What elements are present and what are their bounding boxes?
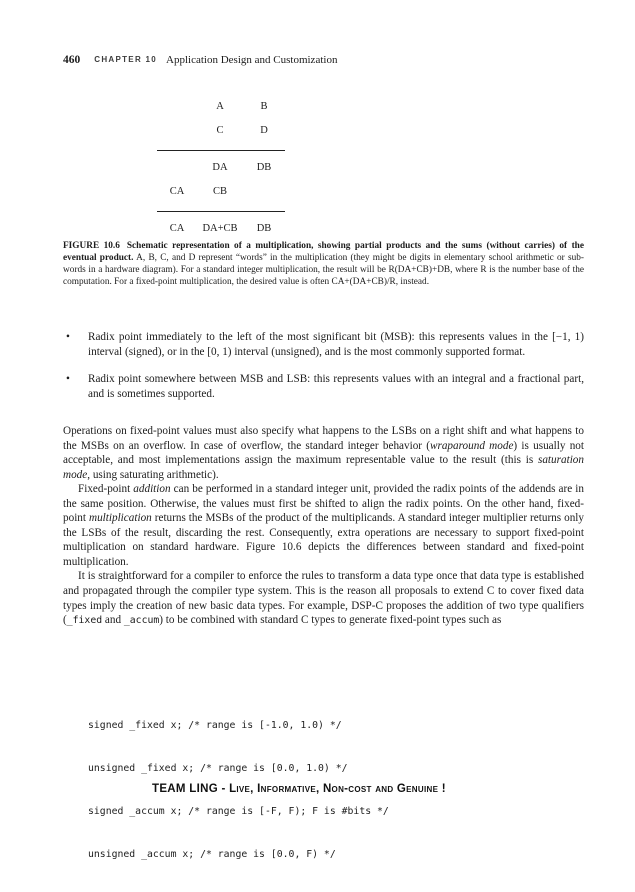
paragraph-compiler-types: It is straightforward for a compiler to enforce the rules to transform a data type once that data type is established and propagated through the compiler type system. This is the reason all proposals to extend C to cover fixed data types imply the creation of new basic data types. For example, DSP-C proposes the addition of two type qualifiers (_fixed and _accum) to be combined with standard C types to generate fixed-point types such as [63, 570, 584, 627]
bullet-list [63, 330, 584, 414]
figure-caption-text: Schematic representation of a multiplication, showing partial products and the sums (without carries) of the eventual product. A, B, C, and D represent “words” in the multiplication (they might be digits in elementary school arithmetic or sub-words in a hardware diagram). For a standard integer multiplication, the result will be R(DA+CB)+DB, where R is the number base of the computation. For a fixed-point multiplication, the desired value is often CA+(DA+CB)/R, instead. [63, 241, 585, 287]
diagram-cell-result-ca: CA [169, 222, 185, 234]
diagram-cell-ca: CA [169, 185, 185, 197]
chapter-label: CHAPTER 10 [94, 55, 158, 64]
diagram-cell-b: B [260, 100, 268, 112]
code-line: signed _fixed x; /* range is [-1.0, 1.0) */ [88, 719, 342, 731]
diagram-rule-bottom [157, 211, 285, 212]
chapter-title: Application Design and Customization [166, 54, 338, 66]
footer-banner: TEAM LING - Live, Informative, Non-cost and Genuine ! [152, 783, 446, 795]
paragraph-operations: Operations on fixed-point values must also specify what happens to the LSBs on a right shift and what happens to the MSBs on an overflow. In case of overflow, the standard integer behavior (wraparound mode) is usually not acceptable, and most implementations assign the maximum representable value to the result (this is saturation mode, using saturating arithmetic). [63, 425, 584, 481]
diagram-cell-result-db: DB [256, 222, 272, 234]
diagram-cell-cb: CB [212, 185, 227, 197]
diagram-rule-top [157, 150, 285, 151]
multiplication-diagram [157, 94, 285, 240]
page-header [63, 50, 337, 68]
diagram-cell-da: DA [212, 161, 228, 173]
code-line: unsigned _fixed x; /* range is [0.0, 1.0) */ [88, 763, 348, 775]
figure-caption [63, 241, 584, 289]
bullet-item-radix-between: • Radix point somewhere between MSB and LSB: this represents values with an integral and a fractional part, and is sometimes supported. [63, 372, 584, 401]
code-line: unsigned _accum x; /* range is [0.0, F) */ [88, 849, 336, 861]
diagram-row-partial-1 [157, 155, 285, 179]
diagram-row-result [157, 216, 285, 240]
body-text [63, 424, 584, 629]
diagram-cell-db: DB [256, 161, 272, 173]
diagram-row-partial-2 [157, 179, 285, 203]
diagram-row-multiplicand [157, 94, 285, 118]
code-line: signed _accum x; /* range is [-F, F); F is #bits */ [88, 806, 389, 818]
page-number: 460 [63, 54, 81, 66]
diagram-cell-c: C [216, 124, 224, 136]
bullet-item-radix-msb: • Radix point immediately to the left of the most significant bit (MSB): this represents values in the [−1, 1) interval (signed), or in the [0, 1) interval (unsigned), and is the most commonly supported format. [63, 330, 584, 359]
figure-label: FIGURE 10.6 [63, 241, 120, 251]
paragraph-addition-multiplication: Fixed-point addition can be performed in a standard integer unit, provided the radix points of the addends are in the same position. Otherwise, the values must first be shifted to align the radix points. On the other hand, fixed-point multiplication returns the MSBs of the product of the multiplicands. A standard integer multiplier returns only the LSBs of the result, discarding the rest. Consequently, extra operations are necessary to support fixed-point multiplication on standard hardware. Figure 10.6 depicts the differences between standard and fixed-point multiplication. [63, 483, 584, 568]
diagram-row-multiplier [157, 118, 285, 142]
diagram-cell-result-dacb: DA+CB [202, 222, 238, 234]
diagram-cell-a: A [216, 100, 224, 112]
diagram-cell-d: D [260, 124, 268, 136]
